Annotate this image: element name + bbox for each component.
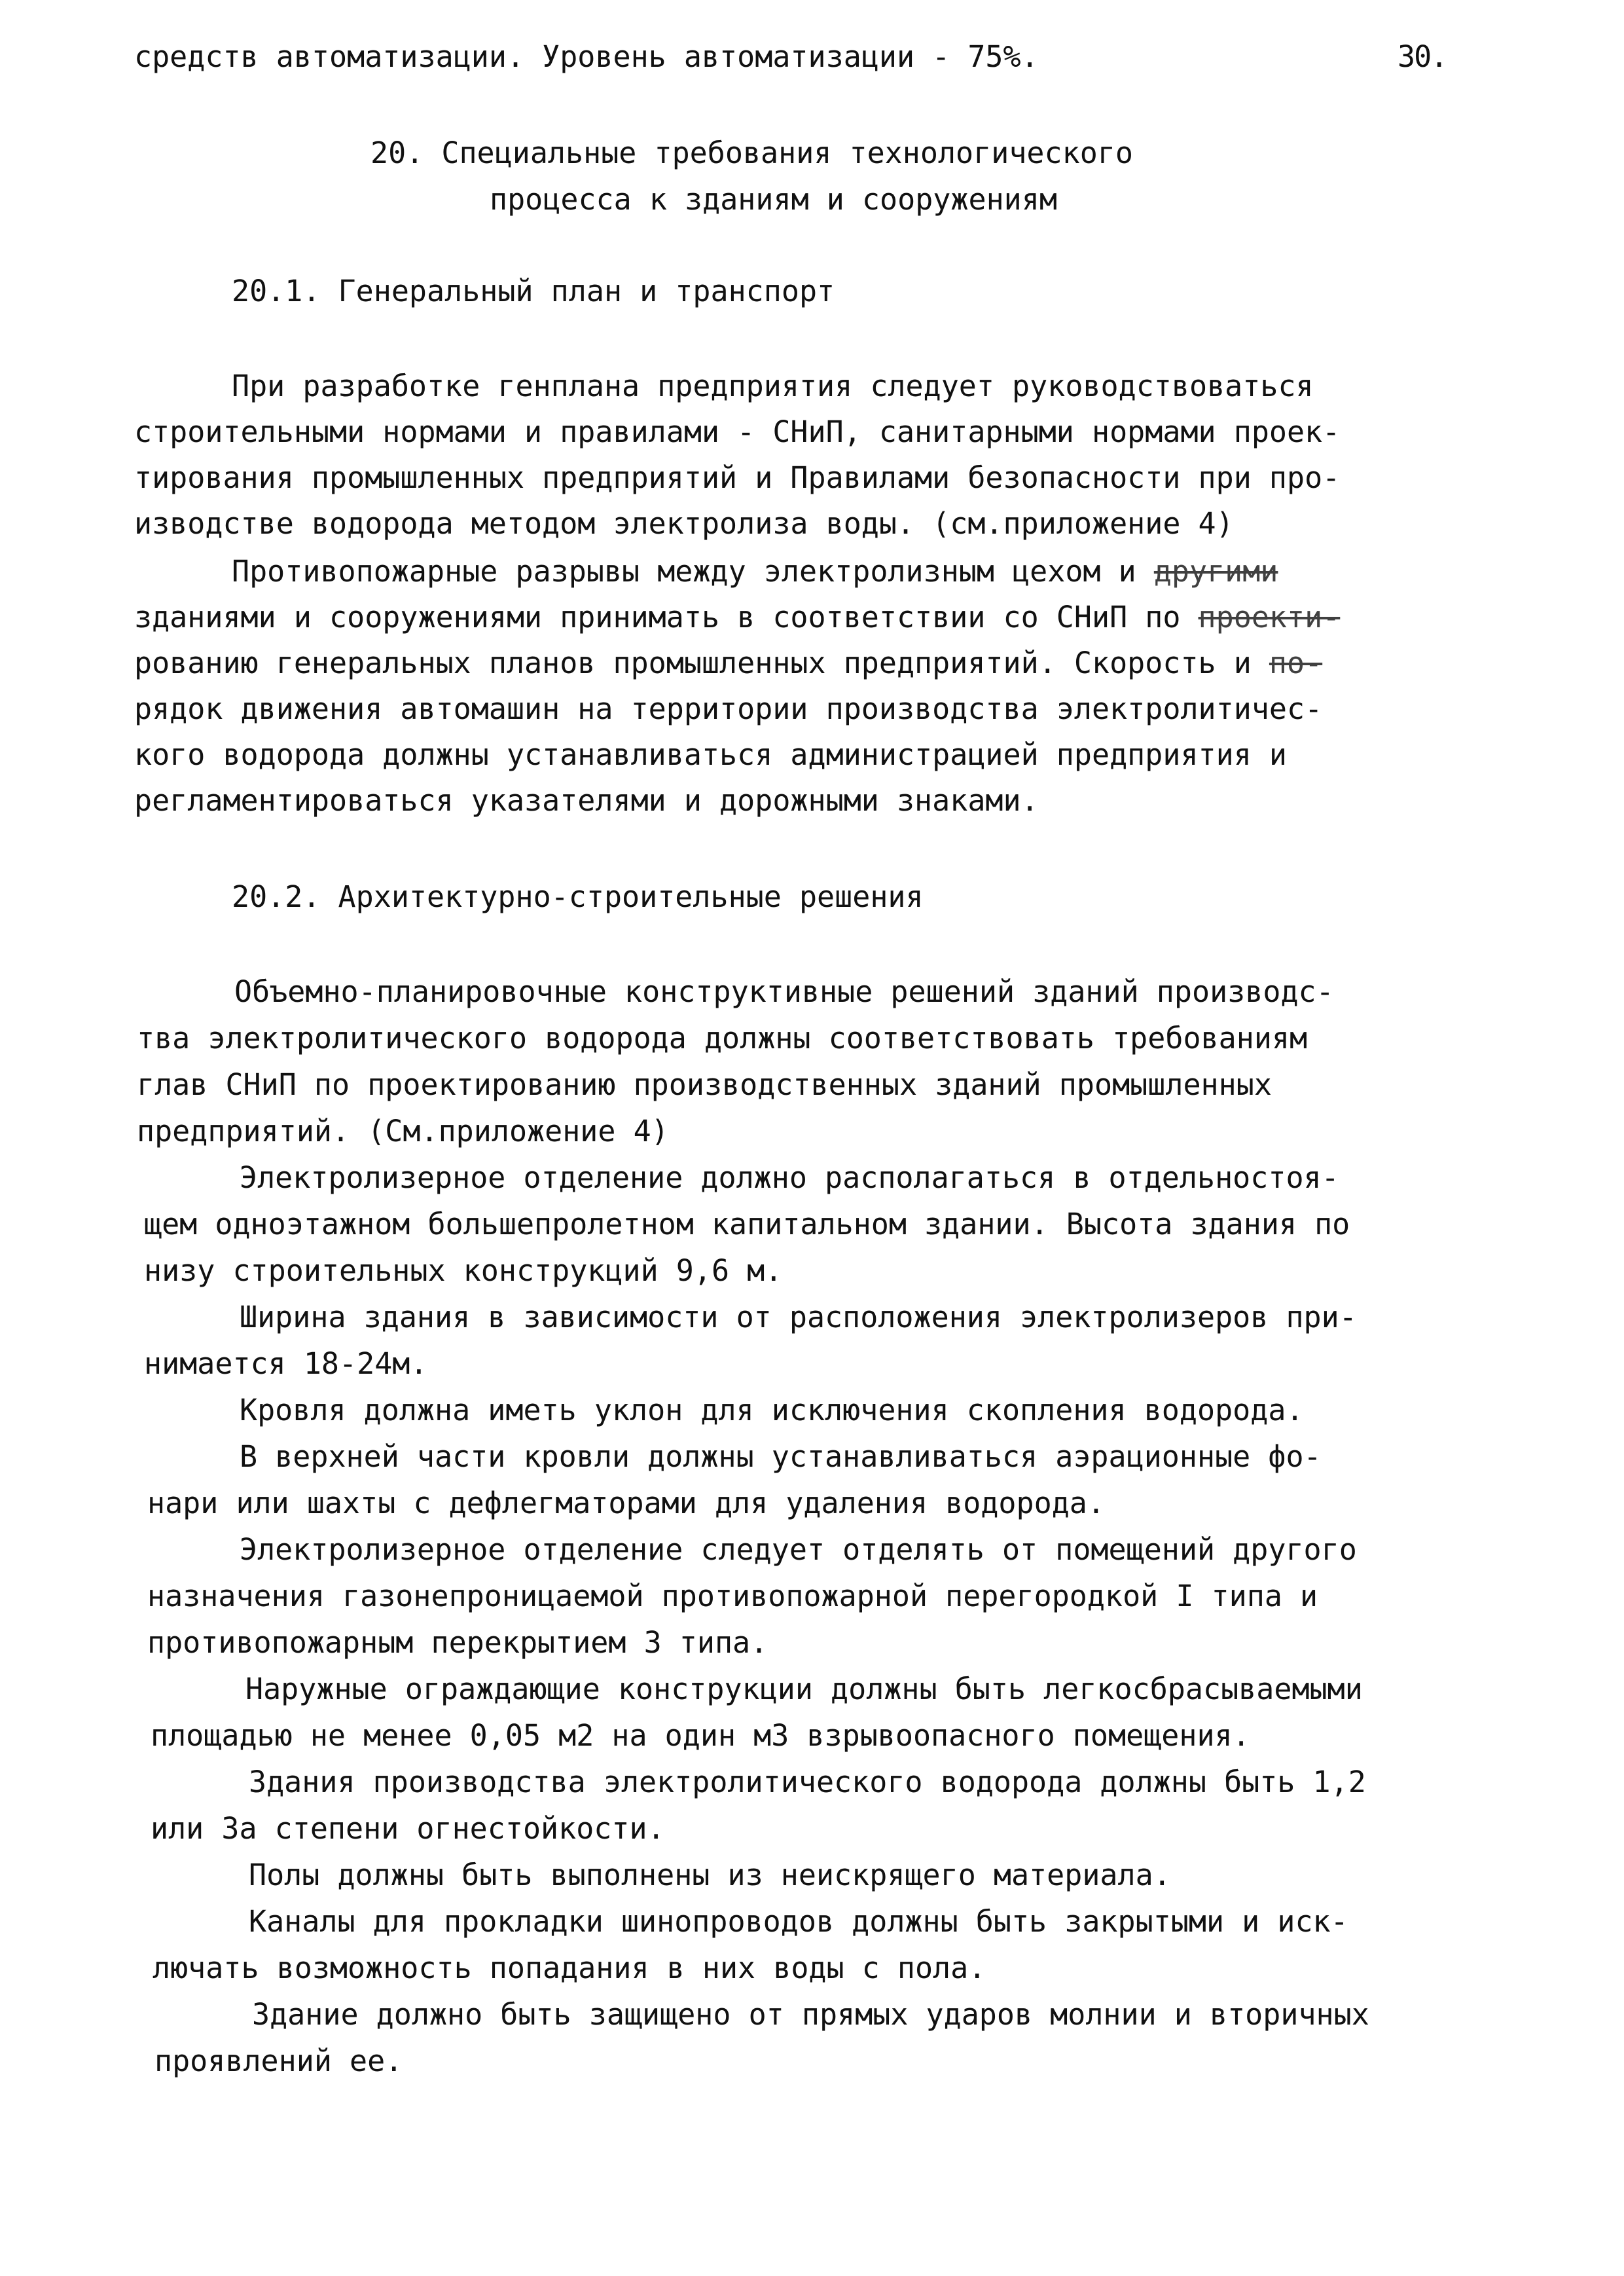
paragraph-line: Электролизерное отделение следует отделять от помещений другого	[240, 1532, 1357, 1567]
paragraph-line: При разработке генплана предприятия следует руководствоваться	[232, 369, 1314, 403]
paragraph-line	[134, 595, 1340, 640]
paragraph-line: тва электролитического водорода должны соответствовать требованиям	[137, 1021, 1308, 1055]
paragraph-line: Здание должно быть защищено от прямых ударов молнии и вторичных	[252, 1997, 1369, 2032]
paragraph-line: нимается 18-24м.	[144, 1346, 428, 1381]
paragraph-line: рядок движения автомашин на территории производства электролитичес-	[134, 691, 1323, 726]
intro-line: средств автоматизации. Уровень автоматизации - 75%.	[134, 39, 1039, 74]
paragraph-line: проявлений ее.	[154, 2044, 403, 2078]
illegible-word: другими	[1153, 554, 1278, 589]
paragraph-line: Кровля должна иметь уклон для исключения скопления водорода.	[240, 1393, 1304, 1427]
paragraph-line: Полы должны быть выполнены из неискрящего материала.	[249, 1858, 1171, 1892]
section-20-title-line-2: процесса к зданиям и сооружениям	[490, 182, 1057, 217]
paragraph-line	[232, 549, 1278, 595]
paragraph-line: В верхней части кровли должны устанавливаться аэрационные фо-	[240, 1439, 1322, 1474]
illegible-word: по-	[1269, 646, 1323, 680]
section-20-1-title: 20.1. Генеральный план и транспорт	[232, 274, 835, 308]
paragraph-line: низу строительных конструкций 9,6 м.	[144, 1253, 783, 1288]
paragraph-line: Объемно-планировочные конструктивные решений зданий производс-	[234, 974, 1334, 1009]
section-20-2-title: 20.2. Архитектурно-строительные решения	[232, 879, 924, 914]
line-text: рованию генеральных планов промышленных предприятий. Скорость и	[134, 646, 1252, 680]
illegible-word: проекти-	[1198, 600, 1341, 634]
paragraph-line: Здания производства электролитического водорода должны быть 1,2	[249, 1765, 1366, 1799]
paragraph-line	[134, 640, 1322, 686]
paragraph-line: Ширина здания в зависимости от расположения электролизеров при-	[240, 1300, 1357, 1334]
paragraph-line: строительными нормами и правилами - СНиП, санитарными нормами проек-	[134, 414, 1341, 449]
paragraph-line: Электролизерное отделение должно располагаться в отдельностоя-	[240, 1160, 1339, 1195]
line-text: зданиями и сооружениями принимать в соответствии со СНиП по	[134, 600, 1181, 634]
paragraph-line: нари или шахты с дефлегматорами для удаления водорода.	[147, 1486, 1105, 1520]
paragraph-line: Каналы для прокладки шинопроводов должны быть закрытыми и иск-	[249, 1904, 1348, 1939]
paragraph-line: лючать возможность попадания в них воды с пола.	[153, 1951, 986, 1985]
paragraph-line: тирования промышленных предприятий и Правилами безопасности при про-	[134, 460, 1341, 495]
paragraph-line: изводстве водорода методом электролиза воды. (см.приложение 4)	[134, 506, 1234, 541]
page-number: 30.	[1398, 39, 1447, 74]
paragraph-line: Наружные ограждающие конструкции должны быть легкосбрасываемыми	[245, 1672, 1363, 1706]
paragraph-line: глав СНиП по проектированию производственных зданий промышленных	[137, 1067, 1272, 1102]
paragraph-line: регламентироваться указателями и дорожными знаками.	[134, 783, 1039, 818]
paragraph-line: противопожарным перекрытием 3 типа.	[147, 1625, 768, 1660]
paragraph-line: площадью не менее 0,05 м2 на один м3 взрывоопасного помещения.	[151, 1718, 1250, 1753]
paragraph-line: кого водорода должны устанавливаться администрацией предприятия и	[134, 737, 1287, 772]
line-text: Противопожарные разрывы между электролизным цехом и	[232, 554, 1136, 589]
paragraph-line: щем одноэтажном большепролетном капитальном здании. Высота здания по	[144, 1207, 1350, 1241]
paragraph-line: или 3а степени огнестойкости.	[151, 1811, 665, 1846]
paragraph-line: назначения газонепроницаемой противопожарной перегородкой I типа и	[147, 1579, 1318, 1613]
paragraph-line: предприятий. (См.приложение 4)	[137, 1114, 669, 1148]
section-20-title-line-1: 20. Специальные требования технологического	[370, 136, 1133, 170]
